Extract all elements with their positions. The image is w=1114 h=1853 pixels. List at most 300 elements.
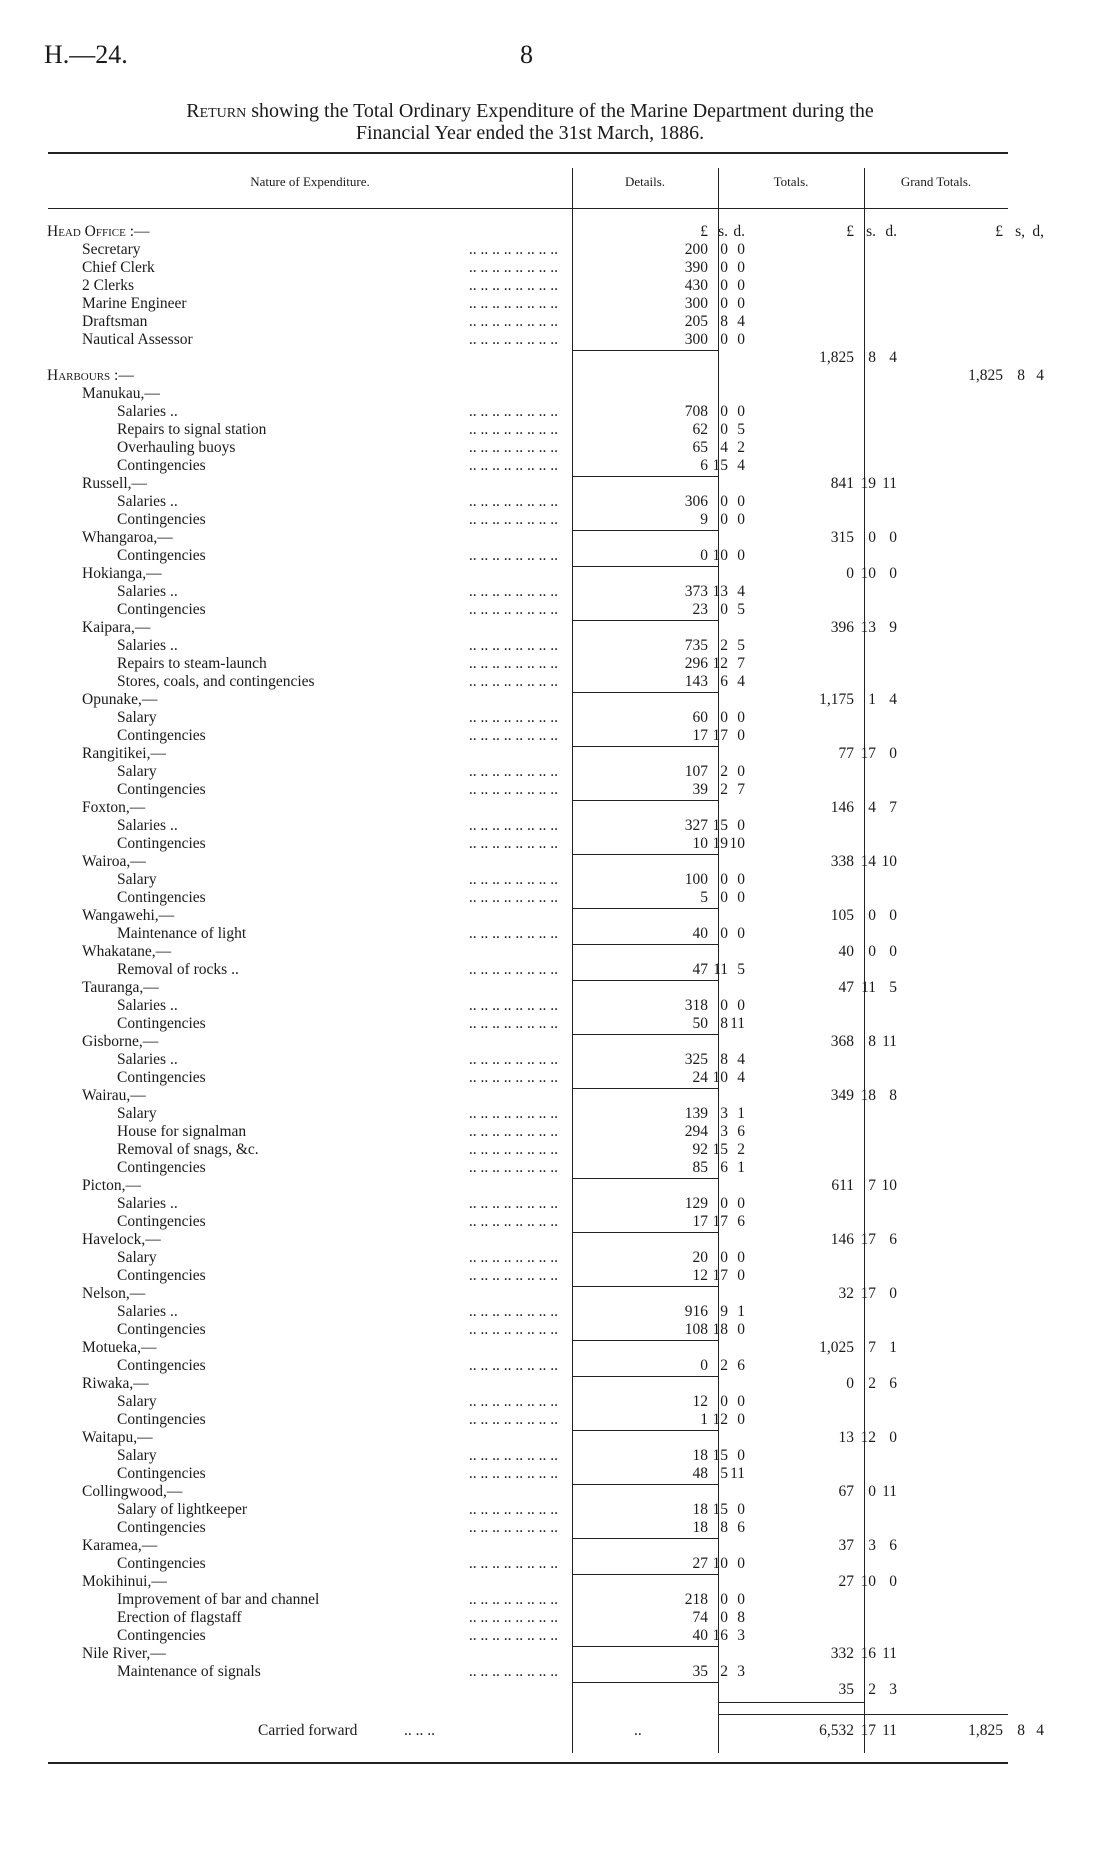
leader-dots: .. .. .. .. .. .. .. .. [468,925,558,942]
leader-dots: .. .. .. .. .. .. .. .. [468,1321,558,1338]
det-pence: 0 [737,1321,745,1338]
det-pounds: 296 [684,655,708,672]
tot-pence: 8 [889,1087,897,1104]
tot-pounds: 338 [830,853,854,870]
det-shillings: 16 [712,1627,728,1644]
table-row [0,403,1114,421]
row-label: Salary of lightkeeper [117,1501,247,1518]
tot-pence: 0 [889,529,897,546]
row-label: Contingencies [117,889,206,906]
table-row [0,277,1114,295]
row-label: 2 Clerks [82,277,135,294]
det-pounds: 62 [692,421,708,438]
table-row [0,1591,1114,1609]
row-label: Waitapu,— [82,1429,153,1446]
leader-dots: .. .. .. .. .. .. .. .. [468,1123,558,1140]
det-pence: 0 [737,259,745,276]
det-shillings: 2 [720,1357,728,1374]
det-pounds: 35 [692,1663,708,1680]
det-pounds: 17 [692,1213,708,1230]
totals-rule [718,1702,864,1703]
tot-pounds: £ [846,223,854,240]
det-pence: 0 [737,241,745,258]
row-label: Contingencies [117,835,206,852]
table-row [0,1483,1114,1501]
det-pounds: 5 [700,889,708,906]
table-row [0,1033,1114,1051]
row-label: Karamea,— [82,1537,158,1554]
tot-pounds: 1,825 [819,349,854,366]
table-row [0,313,1114,331]
leader-dots: .. .. .. .. .. .. .. .. [468,1663,558,1680]
tot-pence: 10 [881,853,897,870]
leader-dots: .. .. .. .. .. .. .. .. [468,835,558,852]
leader-dots: .. .. .. .. .. .. .. .. [468,457,558,474]
tot-shillings: s. [866,223,876,240]
det-pence: 4 [737,1051,745,1068]
row-label: Removal of rocks .. [117,961,239,978]
det-pence: 5 [737,637,745,654]
table-row [0,1087,1114,1105]
tot-pence: 0 [889,1573,897,1590]
det-pounds: 294 [684,1123,708,1140]
table-row [0,709,1114,727]
table-row [0,1429,1114,1447]
leader-dots: .. .. .. .. .. .. .. .. [468,1105,558,1122]
tot-pence: d. [885,223,897,240]
det-pence: 5 [737,421,745,438]
tot-shillings: 7 [868,1339,876,1356]
table-row [0,1213,1114,1231]
gr-pounds: £ [995,223,1003,240]
row-label: Havelock,— [82,1231,161,1248]
tot-pence: 9 [889,619,897,636]
tot-pence: 0 [889,1285,897,1302]
tot-shillings: 4 [868,799,876,816]
table-row [0,727,1114,745]
tot-pounds: 349 [830,1087,854,1104]
det-pence: 0 [737,1501,745,1518]
tot-pence: 0 [889,1429,897,1446]
det-pence: d. [733,223,745,240]
det-pounds: 40 [692,925,708,942]
row-label: Contingencies [117,457,206,474]
table-row [0,1141,1114,1159]
leader-dots: .. .. .. .. .. .. .. .. [468,313,558,330]
row-label: Salaries .. [117,1051,178,1068]
tot-pounds: 13 [838,1429,854,1446]
det-shillings: 8 [720,1015,728,1032]
row-label: Kaipara,— [82,619,151,636]
row-label: Wairoa,— [82,853,146,870]
table-row [0,547,1114,565]
row-label: Wangawehi,— [82,907,175,924]
tot-pounds: 396 [830,619,854,636]
row-label: Nile River,— [82,1645,166,1662]
leader-dots: .. .. .. .. .. .. .. .. [468,1357,558,1374]
table-row [0,367,1114,385]
carried-forward-label: Carried forward [258,1722,358,1739]
cf-tot-pence: 11 [882,1722,897,1739]
det-pence: 6 [737,1357,745,1374]
row-label: Salary [117,871,157,888]
table-row [0,1537,1114,1555]
row-label: Contingencies [117,1159,206,1176]
table-row [0,979,1114,997]
row-label: Salary [117,1249,157,1266]
leader-dots: .. .. .. .. .. .. .. .. [468,1159,558,1176]
det-shillings: 0 [720,241,728,258]
row-label: Opunake,— [82,691,158,708]
det-shillings: 17 [712,727,728,744]
det-pounds: 107 [684,763,708,780]
det-pence: 0 [737,1249,745,1266]
leader-dots: .. .. .. .. .. .. .. .. [468,295,558,312]
tot-pence: 11 [882,1645,897,1662]
tot-shillings: 18 [860,1087,876,1104]
carried-forward-details: .. [634,1722,642,1739]
det-pounds: 129 [684,1195,708,1212]
tot-pounds: 146 [830,799,854,816]
det-shillings: 9 [720,1303,728,1320]
det-pence: 7 [737,655,745,672]
row-label: Harbours :— [47,367,134,384]
tot-pounds: 37 [838,1537,854,1554]
tot-shillings: 8 [868,1033,876,1050]
det-shillings: 0 [720,493,728,510]
det-shillings: 15 [712,1501,728,1518]
leader-dots: .. .. .. .. .. .. .. .. [468,1465,558,1482]
row-label: Repairs to steam-launch [117,655,267,672]
det-pounds: 916 [684,1303,708,1320]
det-shillings: 0 [720,421,728,438]
tot-shillings: 3 [868,1537,876,1554]
det-pence: 11 [730,1015,745,1032]
leader-dots: .. .. .. .. .. .. .. .. [468,1141,558,1158]
leader-dots: .. .. .. .. .. .. .. .. [468,1447,558,1464]
table-row [0,835,1114,853]
table-row [0,781,1114,799]
leader-dots: .. .. .. .. .. .. .. .. [468,1591,558,1608]
leader-dots: .. .. .. .. .. .. .. .. [468,673,558,690]
det-pence: 0 [737,295,745,312]
table-row [0,817,1114,835]
row-label: Chief Clerk [82,259,155,276]
det-pounds: 40 [692,1627,708,1644]
tot-pence: 3 [889,1681,897,1698]
row-label: Salaries .. [117,997,178,1014]
det-shillings: 8 [720,1519,728,1536]
tot-pence: 11 [882,1033,897,1050]
tot-shillings: 2 [868,1681,876,1698]
leader-dots: .. .. .. .. .. .. .. .. [468,601,558,618]
row-label: Contingencies [117,1555,206,1572]
row-label: Salaries .. [117,1303,178,1320]
row-label: Picton,— [82,1177,141,1194]
leader-dots: .. .. .. .. .. .. .. .. [468,259,558,276]
row-label: Marine Engineer [82,295,187,312]
table-row [0,493,1114,511]
table-row [0,691,1114,709]
table-row [0,1555,1114,1573]
tot-pounds: 77 [838,745,854,762]
det-shillings: 0 [720,277,728,294]
leader-dots: .. .. .. .. .. .. .. .. [468,493,558,510]
det-pence: 0 [737,1393,745,1410]
det-shillings: s. [718,223,728,240]
row-label: Riwaka,— [82,1375,149,1392]
cf-tot-shillings: 17 [860,1722,876,1739]
table-row [0,295,1114,313]
det-pence: 2 [737,1141,745,1158]
row-label: Salaries .. [117,583,178,600]
det-pounds: 20 [692,1249,708,1266]
tot-pence: 1 [889,1339,897,1356]
det-shillings: 0 [720,709,728,726]
det-pounds: 390 [684,259,708,276]
tot-shillings: 0 [868,943,876,960]
table-row [0,583,1114,601]
det-pence: 0 [737,1411,745,1428]
det-shillings: 2 [720,637,728,654]
row-label: Salary [117,763,157,780]
tot-pounds: 47 [838,979,854,996]
det-pence: 8 [737,1609,745,1626]
det-shillings: 18 [712,1321,728,1338]
tot-shillings: 8 [868,349,876,366]
det-shillings: 10 [712,1555,728,1572]
det-pence: 4 [737,1069,745,1086]
det-shillings: 2 [720,781,728,798]
tot-pence: 4 [889,691,897,708]
det-pounds: 23 [692,601,708,618]
tot-pounds: 0 [846,565,854,582]
row-label: Salary [117,1393,157,1410]
tot-shillings: 16 [860,1645,876,1662]
row-label: Contingencies [117,781,206,798]
table-row [0,655,1114,673]
table-row [0,1501,1114,1519]
det-pounds: 300 [684,295,708,312]
leader-dots: .. .. .. .. .. .. .. .. [468,277,558,294]
det-pounds: 218 [684,1591,708,1608]
det-shillings: 15 [712,1141,728,1158]
det-shillings: 2 [720,1663,728,1680]
det-pence: 0 [737,817,745,834]
row-label: Overhauling buoys [117,439,236,456]
row-label: Foxton,— [82,799,146,816]
det-pounds: 143 [684,673,708,690]
tot-pence: 11 [882,1483,897,1500]
leader-dots: .. .. .. .. .. .. .. .. [468,1051,558,1068]
det-pounds: 18 [692,1447,708,1464]
tot-shillings: 13 [860,619,876,636]
leader-dots: .. .. .. .. .. .. .. .. [468,727,558,744]
table-row [0,1339,1114,1357]
det-pounds: 1 [700,1411,708,1428]
gr-pounds: 1,825 [968,367,1003,384]
leader-dots: .. .. .. .. .. .. .. .. [468,439,558,456]
leader-dots: .. .. .. .. .. .. .. .. [468,1555,558,1572]
table-row [0,637,1114,655]
tot-pence: 4 [889,349,897,366]
table-row [0,565,1114,583]
table-bottom-rule [48,1762,1008,1764]
det-pounds: 327 [684,817,708,834]
table-row [0,511,1114,529]
tot-shillings: 17 [860,745,876,762]
det-pounds: 205 [684,313,708,330]
tot-pounds: 368 [830,1033,854,1050]
colhead-grand: Grand Totals. [900,174,972,189]
leader-dots: .. .. .. .. .. .. .. .. [468,997,558,1014]
table-row [0,439,1114,457]
tot-shillings: 0 [868,907,876,924]
tot-pence: 0 [889,745,897,762]
det-pence: 0 [737,997,745,1014]
table-row [0,1519,1114,1537]
tot-shillings: 10 [860,565,876,582]
table-row [0,1069,1114,1087]
row-label: Contingencies [117,1015,206,1032]
table-row [0,799,1114,817]
tot-pence: 0 [889,943,897,960]
table-row [0,1177,1114,1195]
cf-gr-shillings: 8 [1017,1722,1025,1739]
tot-pounds: 32 [838,1285,854,1302]
det-pounds: 9 [700,511,708,528]
table-row [0,943,1114,961]
leader-dots: .. .. .. .. .. .. .. .. [468,403,558,420]
leader-dots: .. .. .. .. .. .. .. .. [468,637,558,654]
gr-pence: d, [1032,223,1044,240]
tot-shillings: 17 [860,1231,876,1248]
det-pounds: 200 [684,241,708,258]
det-pounds: 12 [692,1267,708,1284]
det-pounds: 430 [684,277,708,294]
leader-dots: .. .. .. .. .. .. .. .. [468,709,558,726]
det-pence: 0 [737,547,745,564]
title-line-1 [40,100,1020,122]
det-pounds: £ [700,223,708,240]
gr-pence: 4 [1036,367,1044,384]
det-shillings: 3 [720,1123,728,1140]
det-pence: 0 [737,1591,745,1608]
table-row [0,1015,1114,1033]
table-top-rule [48,152,1008,154]
det-pence: 3 [737,1663,745,1680]
row-label: Salaries .. [117,493,178,510]
leader-dots: .. .. .. .. .. .. .. .. [468,763,558,780]
leader-dots: .. .. .. .. .. .. .. .. [468,421,558,438]
table-row [0,1411,1114,1429]
tot-pence: 7 [889,799,897,816]
det-pence: 0 [737,403,745,420]
table-row [0,925,1114,943]
row-label: Contingencies [117,1465,206,1482]
row-label: Contingencies [117,1069,206,1086]
row-label: Salaries .. [117,637,178,654]
row-label: Contingencies [117,601,206,618]
leader-dots: .. .. .. .. .. .. .. .. [468,1249,558,1266]
det-pounds: 318 [684,997,708,1014]
row-label: Wairau,— [82,1087,146,1104]
det-pence: 4 [737,313,745,330]
det-shillings: 0 [720,1393,728,1410]
tot-pounds: 27 [838,1573,854,1590]
gr-shillings: s, [1015,223,1025,240]
det-pence: 6 [737,1213,745,1230]
leader-dots: .. .. .. .. .. .. .. .. [468,511,558,528]
det-pence: 0 [737,1447,745,1464]
row-label: Maintenance of light [117,925,247,942]
tot-pounds: 332 [830,1645,854,1662]
det-shillings: 0 [720,331,728,348]
leader-dots: .. .. .. .. .. .. .. .. [468,1015,558,1032]
row-label: Contingencies [117,1357,206,1374]
colhead-totals: Totals. [773,174,809,189]
leader-dots: .. .. .. .. .. .. .. .. [468,1195,558,1212]
det-pence: 5 [737,601,745,618]
det-pounds: 39 [692,781,708,798]
det-pounds: 24 [692,1069,708,1086]
det-shillings: 10 [712,1069,728,1086]
det-shillings: 0 [720,1591,728,1608]
title-line-2: Financial Year ended the 31st March, 1886. [355,122,705,144]
det-pounds: 18 [692,1501,708,1518]
tot-shillings: 10 [860,1573,876,1590]
det-shillings: 0 [720,1609,728,1626]
page-ref: H.—24. [44,40,128,69]
carried-forward-dots: .. .. .. [404,1722,435,1739]
det-shillings: 0 [720,601,728,618]
det-pounds: 735 [684,637,708,654]
tot-shillings: 0 [868,529,876,546]
det-pounds: 74 [692,1609,708,1626]
tot-shillings: 12 [860,1429,876,1446]
row-label: Rangitikei,— [82,745,166,762]
row-label: Salaries .. [117,403,178,420]
table-row [0,871,1114,889]
det-shillings: 15 [712,817,728,834]
det-shillings: 0 [720,295,728,312]
tot-pounds: 611 [831,1177,854,1194]
leader-dots: .. .. .. .. .. .. .. .. [468,1411,558,1428]
det-pounds: 27 [692,1555,708,1572]
table-row [0,907,1114,925]
tot-shillings: 11 [861,979,876,996]
det-pounds: 10 [692,835,708,852]
leader-dots: .. .. .. .. .. .. .. .. [468,1501,558,1518]
det-pence: 0 [737,889,745,906]
tot-pounds: 105 [830,907,854,924]
table-row [0,331,1114,349]
row-label: Manukau,— [82,385,160,402]
tot-pounds: 67 [838,1483,854,1500]
det-shillings: 19 [712,835,728,852]
tot-pence: 11 [882,475,897,492]
tot-pounds: 841 [830,475,854,492]
tot-pounds: 0 [846,1375,854,1392]
row-label: Tauranga,— [82,979,159,996]
table-row [0,673,1114,691]
det-pence: 6 [737,1519,745,1536]
table-row [0,259,1114,277]
det-pence: 3 [737,1627,745,1644]
det-pence: 0 [737,709,745,726]
table-row [0,1447,1114,1465]
tot-shillings: 19 [860,475,876,492]
